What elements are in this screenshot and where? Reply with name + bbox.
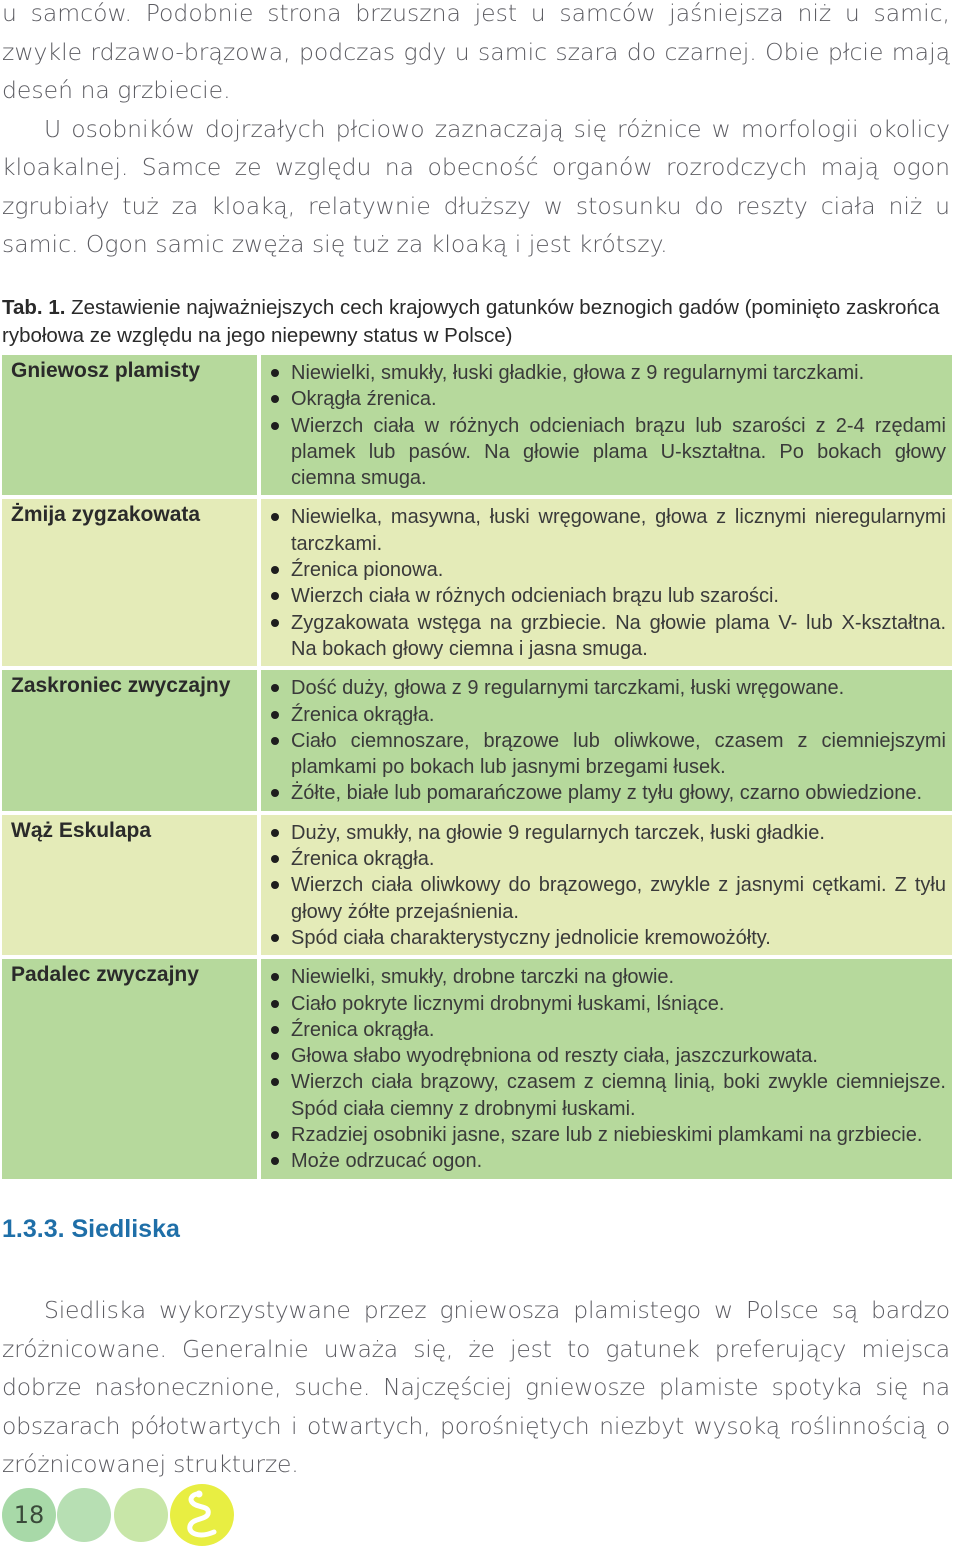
trait-item: Niewielki, smukły, łuski gładkie, głowa z 9 regularnymi tarczkami. (269, 360, 946, 386)
trait-item: Niewielki, smukły, drobne tarczki na głowie. (269, 964, 946, 990)
habitat-paragraph: Siedliska wykorzystywane przez gniewosza plamistego w Polsce są bardzo zróżnicowane. Generalnie uważa się, że jest to gatunek preferujący miejsca dobrze nasłonecznione, suche. Najczęściej gniewosze plamiste spotyka się na obszarach półotwartych i otwartych, porośniętych niezbyt wysoką roślinnością o zróżnicowanej strukturze. (2, 1296, 950, 1478)
trait-item: Źrenica okrągła. (269, 702, 946, 728)
traits-list (269, 964, 946, 1174)
species-name: Padalec zwyczajny (2, 959, 261, 1182)
trait-item: Źrenica okrągła. (269, 846, 946, 872)
page-number: 18 (2, 1488, 56, 1542)
trait-item: Wierzch ciała w różnych odcieniach brązu lub szarości. (269, 583, 946, 609)
trait-item: Okrągła źrenica. (269, 386, 946, 412)
intro-paragraph-1: u samców. Podobnie strona brzuszna jest u samców jaśniejsza niż u samic, zwykle rdzawo-brązowa, podczas gdy u samic szara do czarnej. Obie płcie mają deseń na grzbiecie. (2, 0, 950, 104)
species-traits (261, 355, 952, 499)
decorative-circle (57, 1488, 111, 1542)
table-row (2, 499, 952, 670)
section-heading: 1.3.3. Siedliska (2, 1215, 180, 1243)
species-traits (261, 815, 952, 959)
species-name: Żmija zygzakowata (2, 499, 261, 670)
table-row (2, 815, 952, 959)
table-row (2, 670, 952, 814)
traits-list (269, 675, 946, 806)
traits-list (269, 820, 946, 951)
intro-text (2, 0, 950, 264)
species-traits (261, 670, 952, 814)
species-traits (261, 499, 952, 670)
species-traits (261, 959, 952, 1182)
species-name: Gniewosz plamisty (2, 355, 261, 499)
traits-list (269, 360, 946, 491)
species-table (2, 355, 952, 1183)
trait-item: Wierzch ciała w różnych odcieniach brązu lub szarości z 2-4 rzędami plamek lub pasów. Na głowie plama U-kształtna. Po bokach głowy ciemna smuga. (269, 413, 946, 492)
page-footer (0, 1484, 260, 1548)
intro-paragraph-2: U osobników dojrzałych płciowo zaznaczają się różnice w morfologii okolicy kloakalnej. Samce ze względu na obecność organów rozrodczych mają ogon zgrubiały tuż za kloaką, relatywnie dłuższy w stosunku do reszty ciała niż u samic. Ogon samic zwęża się tuż za kloaką i jest krótszy. (2, 114, 950, 258)
trait-item: Źrenica pionowa. (269, 557, 946, 583)
trait-item: Zygzakowata wstęga na grzbiecie. Na głowie plama V- lub X-kształtna. Na bokach głowy ciemna i jasna smuga. (269, 610, 946, 663)
trait-item: Wierzch ciała brązowy, czasem z ciemną linią, boki zwykle ciemniejsze. Spód ciała ciemny z drobnymi łuskami. (269, 1069, 946, 1122)
table-row (2, 355, 952, 499)
trait-item: Spód ciała charakterystyczny jednolicie kremowożółty. (269, 925, 946, 951)
habitat-text (2, 1291, 950, 1484)
table-body (2, 355, 952, 1183)
trait-item: Dość duży, głowa z 9 regularnymi tarczkami, łuski wręgowane. (269, 675, 946, 701)
decorative-circle (114, 1488, 168, 1542)
trait-item: Wierzch ciała oliwkowy do brązowego, zwykle z jasnymi cętkami. Z tyłu głowy żółte przejaśnienia. (269, 872, 946, 925)
trait-item: Ciało ciemnoszare, brązowe lub oliwkowe, czasem z ciemniejszymi plamkami po bokach lub jasnymi brzegami łusek. (269, 728, 946, 781)
snake-logo-icon (170, 1484, 234, 1546)
trait-item: Może odrzucać ogon. (269, 1148, 946, 1174)
traits-list (269, 504, 946, 662)
species-name: Wąż Eskulapa (2, 815, 261, 959)
table-caption-label: Tab. 1. (2, 296, 66, 319)
table-row (2, 959, 952, 1182)
trait-item: Rzadziej osobniki jasne, szare lub z niebieskimi plamkami na grzbiecie. (269, 1122, 946, 1148)
trait-item: Źrenica okrągła. (269, 1017, 946, 1043)
species-name: Zaskroniec zwyczajny (2, 670, 261, 814)
table-caption-text: Zestawienie najważniejszych cech krajowych gatunków beznogich gadów (pominięto zaskrońca rybołowa ze względu na jego niepewny status w Polsce) (2, 296, 940, 347)
trait-item: Głowa słabo wyodrębniona od reszty ciała, jaszczurkowata. (269, 1043, 946, 1069)
trait-item: Ciało pokryte licznymi drobnymi łuskami, lśniące. (269, 991, 946, 1017)
trait-item: Duży, smukły, na głowie 9 regularnych tarczek, łuski gładkie. (269, 820, 946, 846)
trait-item: Niewielka, masywna, łuski wręgowane, głowa z licznymi nieregularnymi tarczkami. (269, 504, 946, 557)
trait-item: Żółte, białe lub pomarańczowe plamy z tyłu głowy, czarno obwiedzione. (269, 780, 946, 806)
table-caption (2, 294, 942, 350)
